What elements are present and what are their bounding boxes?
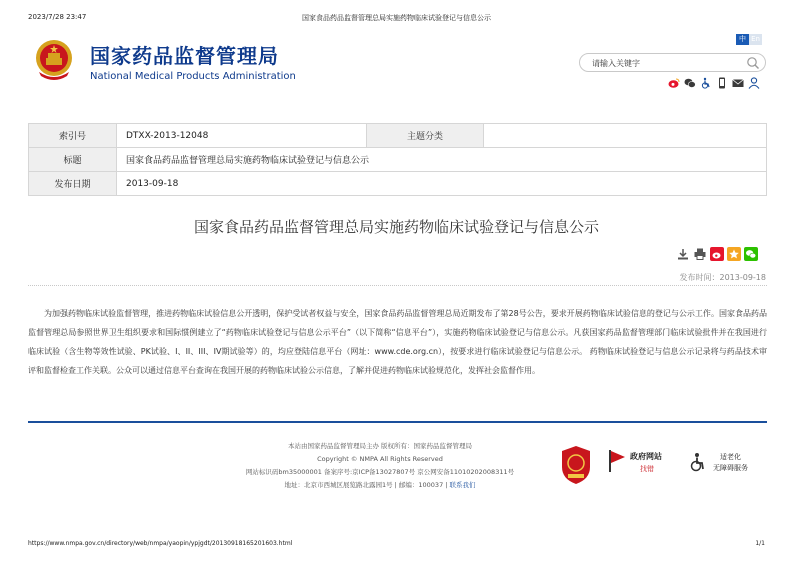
accessibility-badge-icon xyxy=(687,452,707,472)
accessibility-icon[interactable] xyxy=(700,77,712,89)
site-footer xyxy=(200,440,560,492)
weibo-icon[interactable] xyxy=(668,77,680,89)
download-icon[interactable] xyxy=(676,247,690,261)
gov-website-label: 政府网站 xyxy=(630,452,662,461)
user-icon[interactable] xyxy=(748,77,760,89)
elderly-friendly-label: 适老化 xyxy=(720,453,741,461)
divider xyxy=(28,285,767,286)
footer-address: 地址：北京市西城区展览路北露园1号 | 邮编：100037 | xyxy=(284,481,448,489)
print-datetime: 2023/7/28 23:47 xyxy=(28,13,87,21)
footer-line-4 xyxy=(200,479,560,492)
print-page-title: 国家食品药品监督管理总局实施药物临床试验登记与信息公示 xyxy=(302,14,491,22)
meta-title-value: 国家食品药品监督管理总局实施药物临床试验登记与信息公示 xyxy=(117,148,767,172)
wechat-share-icon[interactable] xyxy=(744,247,758,261)
meta-index-label: 索引号 xyxy=(29,124,117,148)
wechat-icon[interactable] xyxy=(684,77,696,89)
article-body: 为加强药物临床试验监督管理，推进药物临床试验信息公开透明，保护受试者权益与安全，国家食品药品监督管理总局近期发布了第28号公告，要求开展药物临床试验信息的登记与公示工作。国家食品药品监督管理总局参照世界卫生组织要求和国际惯例建立了“药物临床试验登记与信息公示平台”（以下简称“信息平台”），实施药物临床试验登记与信息公示。凡获国家药品监督管理部门临床试验批件并在我国进行临床试验（含生物等效性试验、PK试验、I、II、III、IV期试验等）的，均应登陆信息平台（网址：www.cde.org.cn），按要求进行临床试验登记与信息公示。 药物临床试验登记与信息公示记录将与药品技术审评和监督检查工作关联。公众可以通过信息平台查询在我国开展的药物临床试验公示信息，了解并促进药物临床试验规范化，发挥社会监督作用。 xyxy=(28,309,767,375)
print-footer xyxy=(28,540,765,547)
meta-category-value xyxy=(484,124,767,148)
meta-category-label: 主题分类 xyxy=(367,124,484,148)
language-switch xyxy=(736,34,762,45)
meta-date-value: 2013-09-18 xyxy=(117,172,767,196)
flag-icon xyxy=(608,449,626,473)
print-url: https://www.nmpa.gov.cn/directory/web/nmpa/yaopin/ypjgdt/20130918165201603.html xyxy=(28,540,293,547)
footer-divider xyxy=(28,421,767,423)
meta-date-label: 发布日期 xyxy=(29,172,117,196)
weibo-share-icon[interactable] xyxy=(710,247,724,261)
search-icon[interactable] xyxy=(746,56,760,70)
article-title: 国家食品药品监督管理总局实施药物临床试验登记与信息公示 xyxy=(193,218,599,236)
site-name-en[interactable]: National Medical Products Administration xyxy=(90,71,296,82)
meta-index-value: DTXX-2013-12048 xyxy=(117,124,367,148)
meta-title-label: 标题 xyxy=(29,148,117,172)
barrier-free-label: 无障碍服务 xyxy=(713,464,748,472)
national-emblem-icon[interactable] xyxy=(33,38,75,82)
footer-line-2: Copyright © NMPA All Rights Reserved xyxy=(317,455,443,463)
meta-row-date xyxy=(29,172,767,196)
contact-us-link[interactable]: 联系我们 xyxy=(449,481,476,489)
report-error-label: 找错 xyxy=(640,465,654,473)
mail-icon[interactable] xyxy=(732,77,744,89)
lang-cn-button[interactable]: 中 xyxy=(736,34,749,45)
publish-time: 发布时间：2013-09-18 xyxy=(679,273,766,282)
article-meta-table xyxy=(28,123,767,196)
qzone-share-icon[interactable] xyxy=(727,247,741,261)
lang-en-button[interactable]: En xyxy=(749,34,762,45)
party-government-badge-icon[interactable] xyxy=(560,445,592,485)
meta-row-title xyxy=(29,148,767,172)
meta-row-index xyxy=(29,124,767,148)
accessibility-service-badge[interactable] xyxy=(687,450,759,476)
header-tools xyxy=(668,77,760,89)
footer-line-1: 本站由国家药品监督管理局主办 版权所有：国家药品监督管理局 xyxy=(287,442,473,450)
print-icon[interactable] xyxy=(693,247,707,261)
share-toolbar xyxy=(676,247,758,261)
search-input[interactable] xyxy=(592,57,742,69)
mobile-icon[interactable] xyxy=(716,77,728,89)
print-header xyxy=(28,13,765,23)
footer-line-3: 网站标识码bm35000001 备案序号:京ICP备13027807号 京公网安备11010202008311号 xyxy=(245,468,515,476)
print-page-number: 1/1 xyxy=(755,540,765,547)
site-name-cn[interactable]: 国家药品监督管理局 xyxy=(90,44,279,68)
gov-website-report-badge[interactable] xyxy=(608,449,673,477)
search-box xyxy=(579,53,766,72)
